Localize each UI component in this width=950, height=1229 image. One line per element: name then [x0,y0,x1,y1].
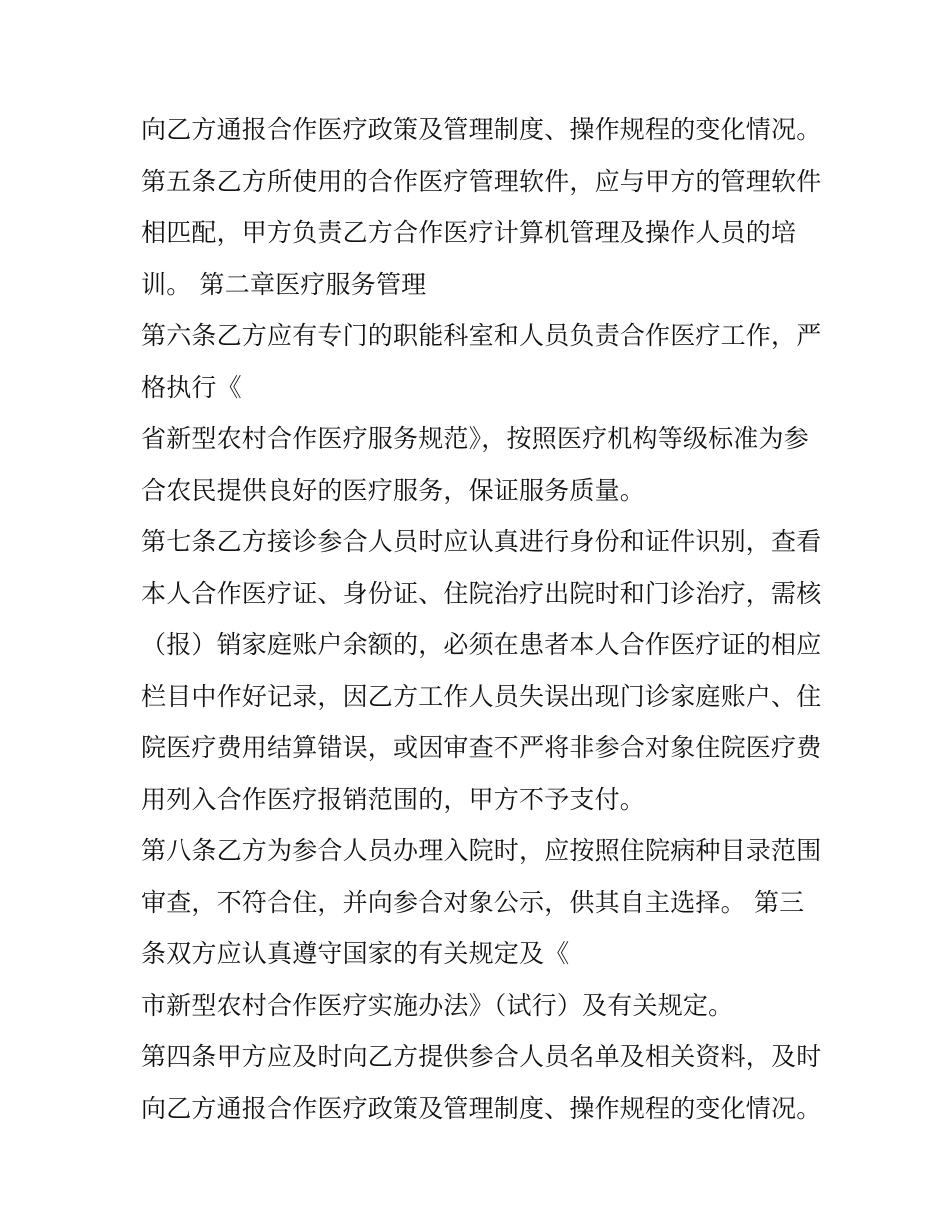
text-line: 相匹配，甲方负责乙方合作医疗计算机管理及操作人员的培 [141,218,797,247]
text-line: 格执行《 [141,372,242,402]
text-line: 用列入合作医疗报销范围的，甲方不予支付。 [141,784,646,814]
text-line: 条双方应认真遵守国家的有关规定及《 [141,939,570,968]
text-line: 栏目中作好记录，因乙方工作人员失误出现门诊家庭账户、住 [141,681,822,711]
text-line: 院医疗费用结算错误，或因审查不严将非参合对象住院医疗费 [141,733,822,762]
text-line: 合农民提供良好的医疗服务，保证服务质量。 [141,475,646,505]
text-line: 向乙方通报合作医疗政策及管理制度、操作规程的变化情况。 [141,115,822,144]
text-line: 市新型农村合作医疗实施办法》（试行）及有关规定。 [141,990,734,1020]
text-line: 训。 第二章医疗服务管理 [141,269,427,299]
text-line: 本人合作医疗证、身份证、住院治疗出院时和门诊治疗，需核 [141,578,822,608]
text-line: 审查，不符合住，并向参合对象公示，供其自主选择。 第三 [141,887,805,917]
text-line: 第五条乙方所使用的合作医疗管理软件，应与甲方的管理软件 [141,166,822,196]
text-line: （报）销家庭账户余额的，必须在患者本人合作医疗证的相应 [141,630,822,659]
text-line: 第八条乙方为参合人员办理入院时，应按照住院病种目录范围 [141,836,822,865]
text-line: 第七条乙方接诊参合人员时应认真进行身份和证件识别，查看 [141,527,822,556]
text-line: 第六条乙方应有专门的职能科室和人员负责合作医疗工作，严 [141,321,822,350]
text-line: 省新型农村合作医疗服务规范》，按照医疗机构等级标准为参 [141,424,809,453]
text-line: 向乙方通报合作医疗政策及管理制度、操作规程的变化情况。 [141,1093,822,1123]
text-line: 第四条甲方应及时向乙方提供参合人员名单及相关资料，及时 [141,1042,822,1071]
document-body [141,104,821,1134]
